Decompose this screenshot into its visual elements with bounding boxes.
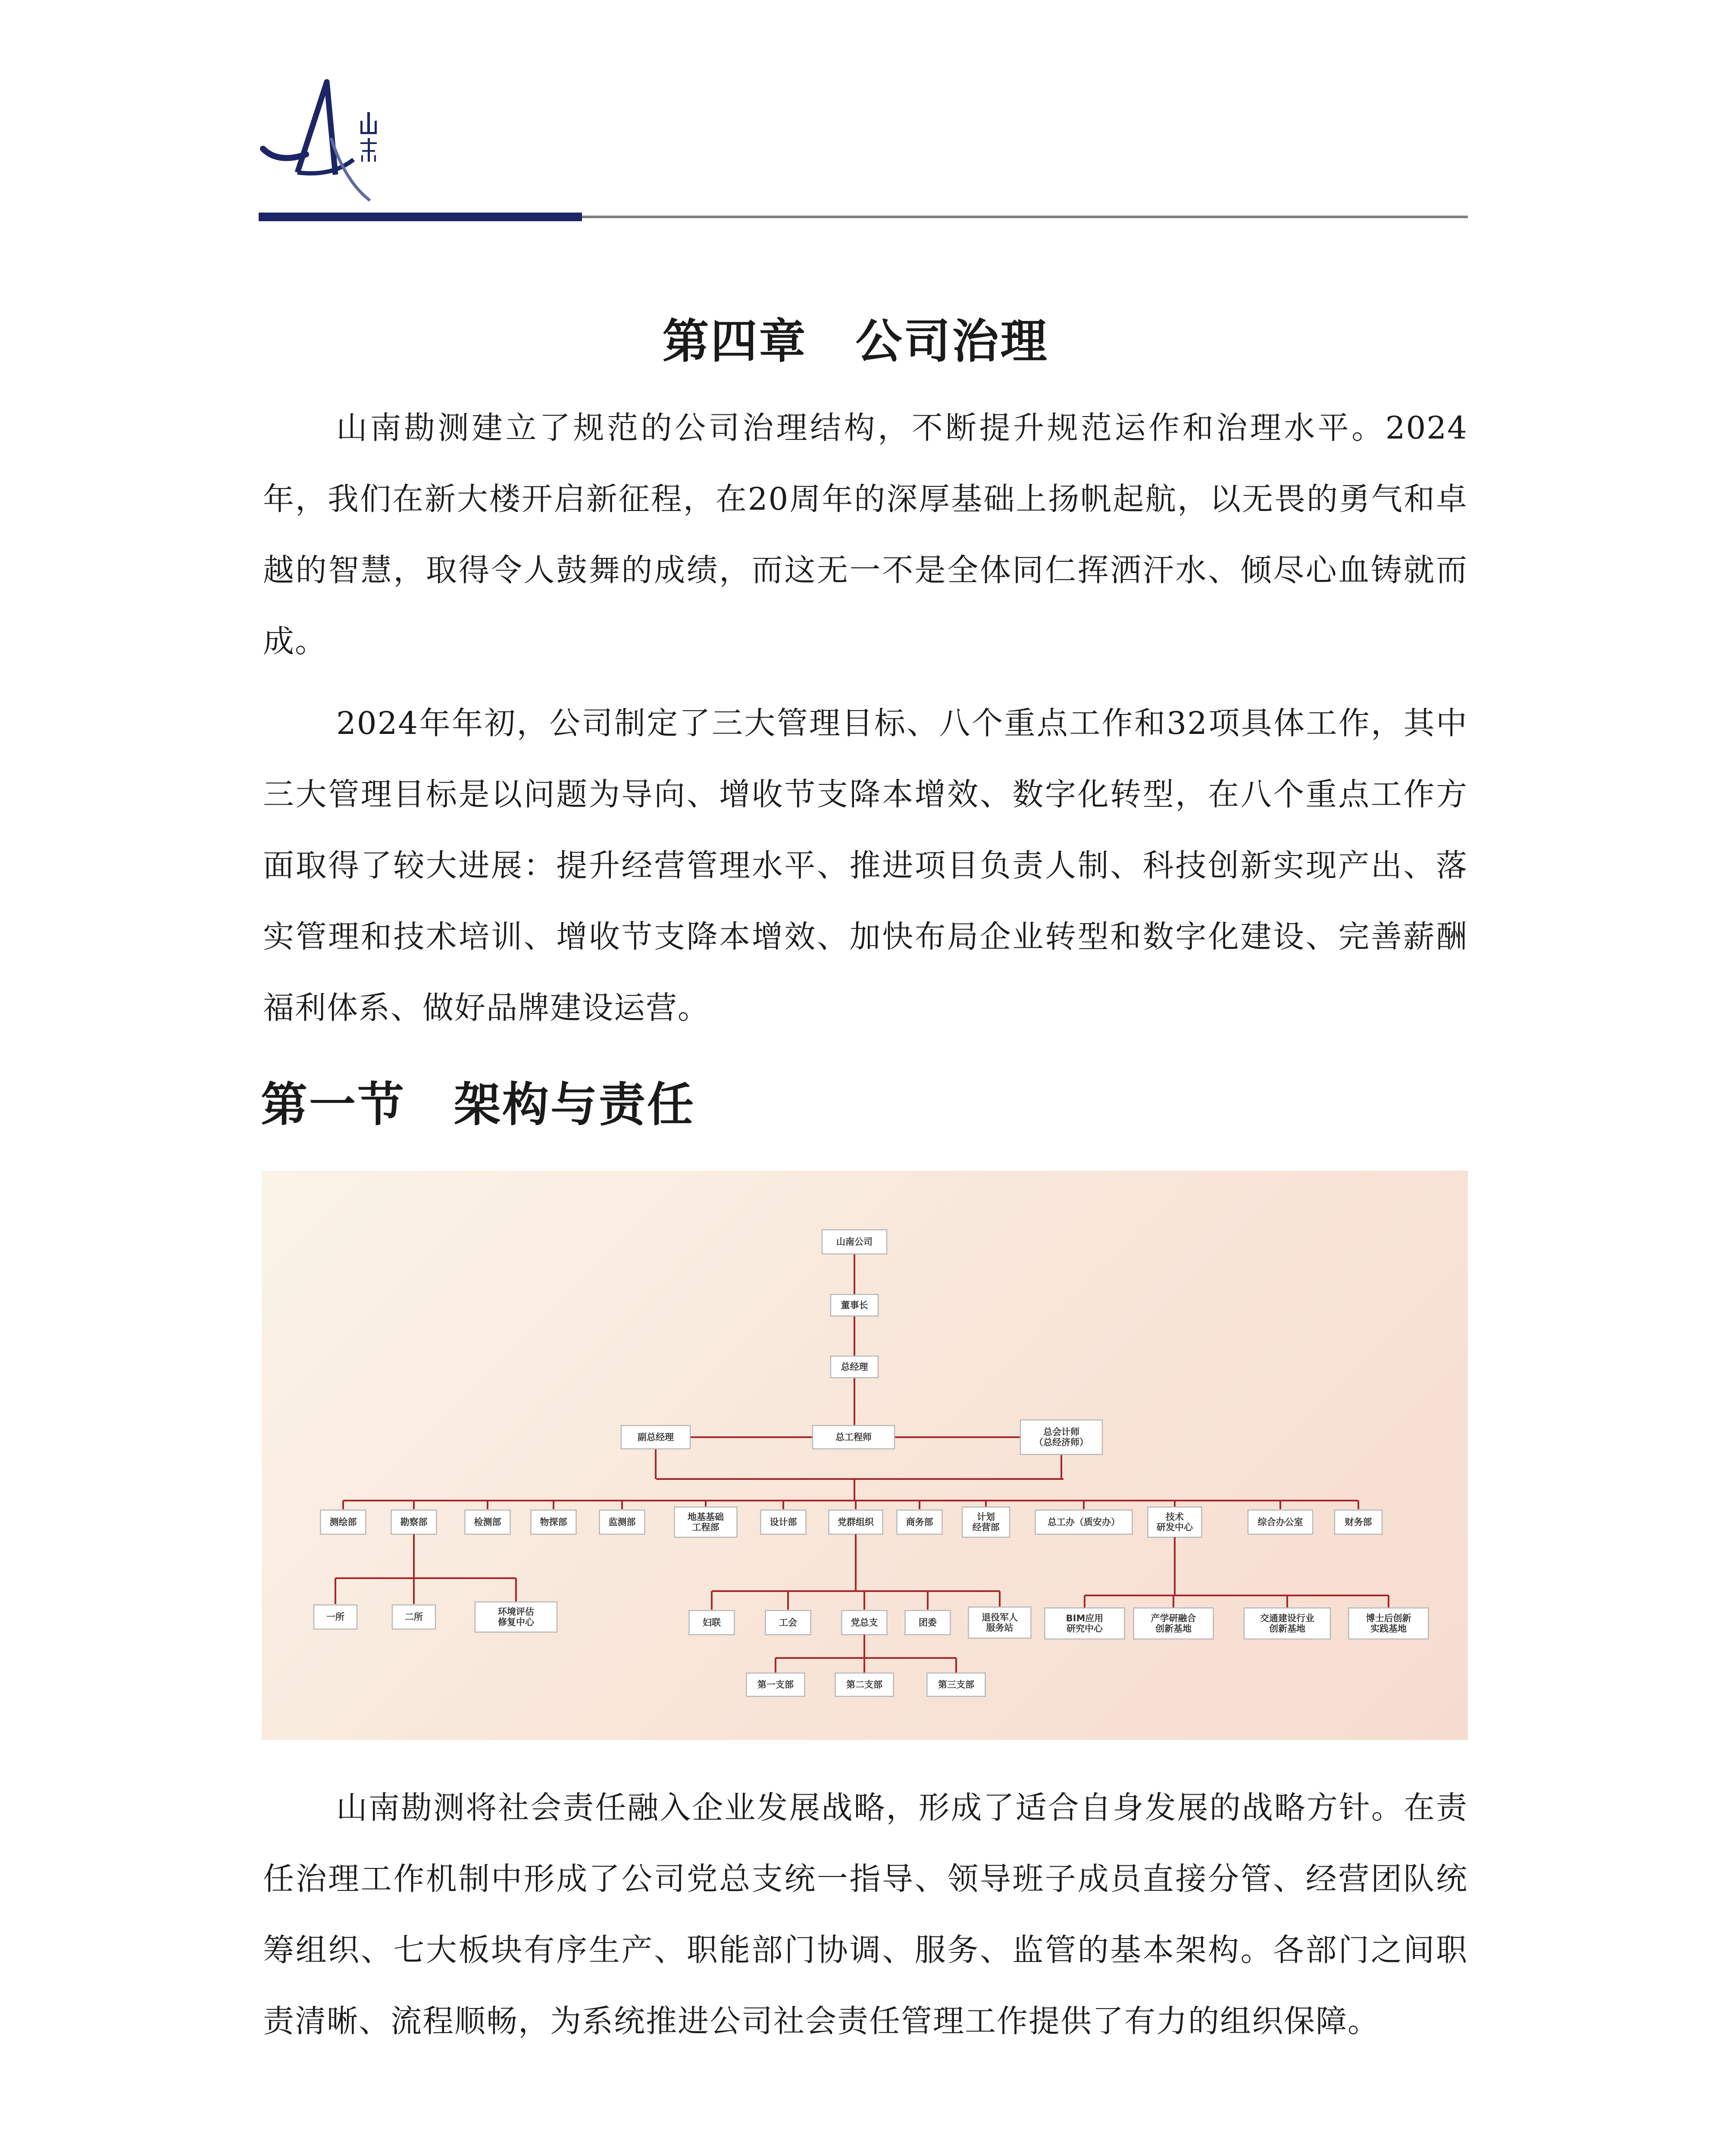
- org-node-label: 二所: [405, 1612, 423, 1622]
- org-node-label: 党总支: [851, 1617, 878, 1628]
- org-node-rd-unit: [1244, 1608, 1330, 1639]
- org-node-label: 技术: [1166, 1512, 1184, 1522]
- org-node-label: 总工程师: [835, 1432, 872, 1442]
- org-node-party-unit: [842, 1611, 887, 1635]
- org-node-label: 交通建设行业: [1260, 1613, 1314, 1623]
- org-node-party-unit: [905, 1611, 951, 1635]
- org-node-department: [761, 1510, 806, 1534]
- section-title: 第一节 架构与责任: [261, 1078, 696, 1132]
- company-logo: [254, 73, 397, 203]
- org-node-label: 研究中心: [1067, 1623, 1103, 1634]
- page-header: [0, 0, 1711, 233]
- org-node-label: 董事长: [841, 1300, 868, 1310]
- org-node-department: [829, 1510, 883, 1534]
- header-rule-thick: [259, 213, 582, 221]
- org-node-label: 博士后创新: [1366, 1613, 1411, 1623]
- org-node-department: [1248, 1510, 1313, 1534]
- org-node-label: 财务部: [1345, 1517, 1372, 1527]
- org-node-department: [1035, 1510, 1132, 1534]
- org-node-label: 勘察部: [400, 1517, 428, 1527]
- responsibility-paragraph: 山南勘测将社会责任融入企业发展战略，形成了适合自身发展的战略方针。在责任治理工作机制中形成了公司党总支统一指导、领导班子成员直接分管、经营团队统筹组织、七大板块有序生产、职能部门协调、服务、监管的基本架构。各部门之间职责清晰、流程顺畅，为系统推进公司社会责任管理工作提供了有力的组织保障。: [263, 1789, 1468, 2039]
- org-node-executive: [621, 1426, 690, 1449]
- org-node-party-unit: [766, 1611, 811, 1635]
- goals-paragraph: 2024年年初，公司制定了三大管理目标、八个重点工作和32项具体工作，其中三大管理目标是以问题为导向、增收节支降本增效、数字化转型，在八个重点工作方面取得了较大进展：提升经营管理水平、推进项目负责人制、科技创新实现产出、落实管理和技术培训、增收节支降本增效、加快布局企业转型和数字化建设、完善薪酬福利体系、做好品牌建设运营。: [263, 705, 1468, 1026]
- org-node-party-unit: [969, 1607, 1031, 1638]
- org-node-label: 第一支部: [757, 1680, 794, 1690]
- org-node-department: [897, 1510, 942, 1534]
- org-node-label: 创新基地: [1269, 1623, 1305, 1634]
- org-node-label: 检测部: [474, 1517, 501, 1527]
- org-node-label: 测绘部: [329, 1517, 357, 1527]
- org-node-party-branch: [927, 1673, 985, 1696]
- org-node-label: （总经济师）: [1034, 1437, 1089, 1448]
- org-node-label: 环境评估: [498, 1607, 534, 1617]
- org-node-label: 修复中心: [498, 1617, 534, 1627]
- org-node-label: 产学研融合: [1151, 1613, 1196, 1623]
- org-node-label: 一所: [326, 1612, 344, 1622]
- org-node-party-branch: [747, 1673, 805, 1696]
- org-node-company: [822, 1230, 887, 1254]
- org-node-label: 物探部: [540, 1517, 567, 1527]
- org-node-label: 监测部: [608, 1517, 636, 1527]
- org-node-chairman: [831, 1294, 878, 1316]
- org-node-label: 退役军人: [982, 1612, 1018, 1623]
- org-node-rd-unit: [1134, 1608, 1214, 1639]
- org-node-label: 创新基地: [1155, 1623, 1192, 1634]
- org-node-rd-unit: [1349, 1608, 1429, 1639]
- org-chart-svg: [262, 1171, 1468, 1740]
- org-node-label: 计划: [977, 1512, 995, 1522]
- org-node-label: 地基基础: [688, 1512, 724, 1522]
- org-node-department: [465, 1510, 510, 1534]
- org-node-party-branch: [835, 1673, 894, 1696]
- org-node-department: [321, 1510, 366, 1534]
- logo-mark: [254, 73, 397, 203]
- org-chart: [262, 1171, 1468, 1740]
- org-node-label: 商务部: [906, 1517, 933, 1527]
- org-node-label: 综合办公室: [1257, 1517, 1303, 1527]
- org-node-survey-unit: [392, 1605, 435, 1629]
- org-node-rd-unit: [1045, 1608, 1125, 1639]
- org-node-survey-unit: [475, 1602, 557, 1632]
- org-node-party-unit: [689, 1611, 735, 1635]
- org-node-label: 设计部: [769, 1517, 797, 1527]
- org-node-department: [391, 1510, 437, 1534]
- org-node-department: [675, 1507, 737, 1537]
- org-node-label: 副总经理: [638, 1432, 674, 1442]
- org-node-department: [531, 1510, 576, 1534]
- org-node-label: BIM应用: [1066, 1613, 1104, 1623]
- org-node-label: 妇联: [703, 1617, 721, 1628]
- org-node-general-manager: [831, 1356, 878, 1378]
- org-node-label: 党群组织: [838, 1517, 874, 1527]
- org-node-executive: [813, 1426, 895, 1449]
- org-node-label: 实践基地: [1370, 1623, 1407, 1634]
- org-node-department: [1335, 1510, 1382, 1534]
- org-node-department: [962, 1507, 1010, 1537]
- org-node-label: 山南公司: [836, 1237, 873, 1247]
- org-node-executive: [1020, 1420, 1102, 1454]
- org-node-label: 工程部: [692, 1522, 719, 1532]
- header-rule-thin: [582, 216, 1468, 218]
- org-node-label: 团委: [919, 1617, 937, 1628]
- chapter-title: 第四章 公司治理: [662, 314, 1049, 369]
- org-node-label: 总会计师: [1043, 1427, 1079, 1437]
- org-node-department: [1148, 1507, 1202, 1537]
- org-node-label: 经营部: [972, 1522, 1000, 1532]
- org-node-label: 总经理: [841, 1362, 868, 1372]
- org-node-label: 服务站: [986, 1623, 1013, 1633]
- org-node-label: 研发中心: [1157, 1522, 1193, 1532]
- org-node-label: 工会: [779, 1617, 797, 1628]
- org-node-label: 第二支部: [846, 1680, 882, 1690]
- intro-paragraph: 山南勘测建立了规范的公司治理结构，不断提升规范运作和治理水平。2024年，我们在新大楼开启新征程，在20周年的深厚基础上扬帆起航，以无畏的勇气和卓越的智慧，取得令人鼓舞的成绩，而这无一不是全体同仁挥洒汗水、倾尽心血铸就而成。: [263, 410, 1468, 659]
- org-node-label: 总工办（质安办）: [1048, 1517, 1120, 1527]
- org-node-label: 第三支部: [938, 1680, 974, 1690]
- org-node-department: [600, 1510, 645, 1534]
- org-node-survey-unit: [314, 1605, 357, 1629]
